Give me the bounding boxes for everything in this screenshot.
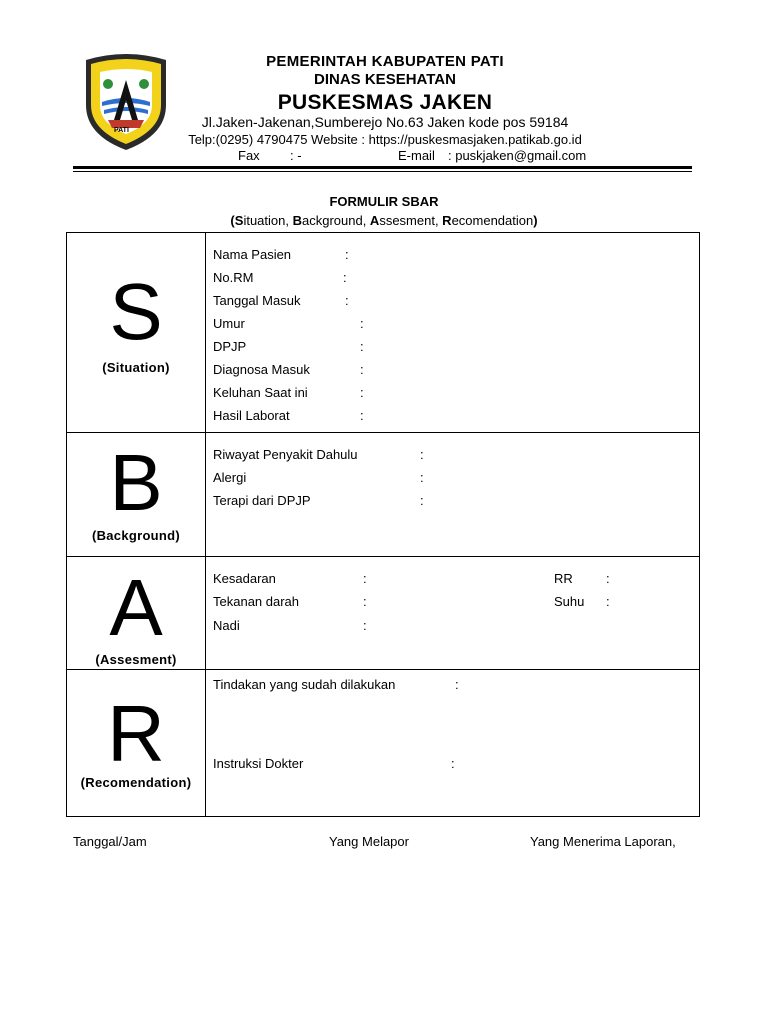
government-name: PEMERINTAH KABUPATEN PATI — [266, 53, 504, 70]
field-umur: Umur — [213, 316, 245, 331]
subtitle-a: A — [369, 213, 380, 228]
field-rr: RR — [554, 571, 573, 586]
colon: : — [343, 270, 347, 285]
fax-email-line — [238, 148, 587, 163]
field-tindakan: Tindakan yang sudah dilakukan — [213, 677, 396, 692]
field-suhu: Suhu — [554, 594, 585, 609]
field-tanggal-masuk: Tanggal Masuk — [213, 293, 301, 308]
assesment-letter: A — [109, 563, 163, 652]
fax-value: : - — [290, 148, 302, 163]
row-divider-s-b — [66, 432, 700, 433]
subtitle-close: ) — [533, 213, 538, 228]
footer-date-time: Tanggal/Jam — [73, 834, 147, 849]
email-label: E-mail — [398, 148, 435, 163]
footer-reporter: Yang Melapor — [329, 834, 409, 849]
colon: : — [345, 293, 349, 308]
form-title: FORMULIR SBAR — [329, 194, 439, 209]
situation-letter: S — [109, 267, 163, 356]
colon: : — [345, 247, 349, 262]
footer-receiver: Yang Menerima Laporan, — [530, 834, 676, 849]
field-alergi: Alergi — [213, 470, 247, 485]
background-letter: B — [109, 438, 163, 527]
field-nadi: Nadi — [213, 618, 240, 633]
assesment-caption: (Assesment) — [95, 652, 177, 667]
recomendation-letter: R — [107, 689, 165, 778]
subtitle-s-rest: ituation, — [243, 213, 293, 228]
field-diagnosa-masuk: Diagnosa Masuk — [213, 362, 310, 377]
department-name: DINAS KESEHATAN — [314, 71, 456, 88]
subtitle-b-rest: ackground, — [301, 213, 370, 228]
subtitle-open: ( — [230, 213, 235, 228]
subtitle-r-rest: ecomendation — [451, 213, 534, 228]
form-subtitle — [0, 213, 768, 228]
field-kesadaran: Kesadaran — [213, 571, 276, 586]
colon: : — [360, 362, 364, 377]
colon: : — [363, 594, 367, 609]
colon: : — [420, 447, 424, 462]
field-dpjp: DPJP — [213, 339, 247, 354]
colon: : — [455, 677, 459, 692]
subtitle-b: B — [292, 213, 302, 228]
field-instruksi-dokter: Instruksi Dokter — [213, 756, 304, 771]
subtitle-a-rest: ssesment, — [379, 213, 443, 228]
field-hasil-laborat: Hasil Laborat — [213, 408, 290, 423]
colon: : — [606, 594, 610, 609]
row-divider-a-r — [66, 669, 700, 670]
colon: : — [451, 756, 455, 771]
logo-lettering: PATI — [114, 127, 129, 134]
background-caption: (Background) — [91, 528, 181, 543]
colon: : — [360, 339, 364, 354]
colon: : — [363, 618, 367, 633]
colon: : — [363, 571, 367, 586]
colon: : — [606, 571, 610, 586]
letterhead-rule-thin — [73, 171, 692, 172]
address-line: Jl.Jaken-Jakenan,Sumberejo No.63 Jaken kode pos 59184 — [201, 114, 569, 130]
field-no-rm: No.RM — [213, 270, 254, 285]
email-value: : puskjaken@gmail.com — [448, 148, 587, 163]
contact-line: Telp:(0295) 4790475 Website : https://puskesmasjaken.patikab.go.id — [188, 132, 582, 147]
subtitle-r: R — [442, 213, 452, 228]
field-riwayat-penyakit: Riwayat Penyakit Dahulu — [213, 447, 358, 462]
row-divider-b-a — [66, 556, 700, 557]
colon: : — [420, 493, 424, 508]
colon: : — [420, 470, 424, 485]
fax-label: Fax — [238, 148, 260, 163]
situation-caption: (Situation) — [102, 360, 170, 375]
letterhead-rule-thick — [73, 166, 692, 169]
colon: : — [360, 385, 364, 400]
field-terapi-dpjp: Terapi dari DPJP — [213, 493, 311, 508]
colon: : — [360, 408, 364, 423]
recomendation-caption: (Recomendation) — [80, 775, 192, 790]
field-nama-pasien: Nama Pasien — [213, 247, 292, 262]
colon: : — [360, 316, 364, 331]
field-keluhan-saat-ini: Keluhan Saat ini — [213, 385, 308, 400]
field-tekanan-darah: Tekanan darah — [213, 594, 300, 609]
institution-name: PUSKESMAS JAKEN — [277, 91, 493, 114]
subtitle-s: S — [234, 213, 244, 228]
